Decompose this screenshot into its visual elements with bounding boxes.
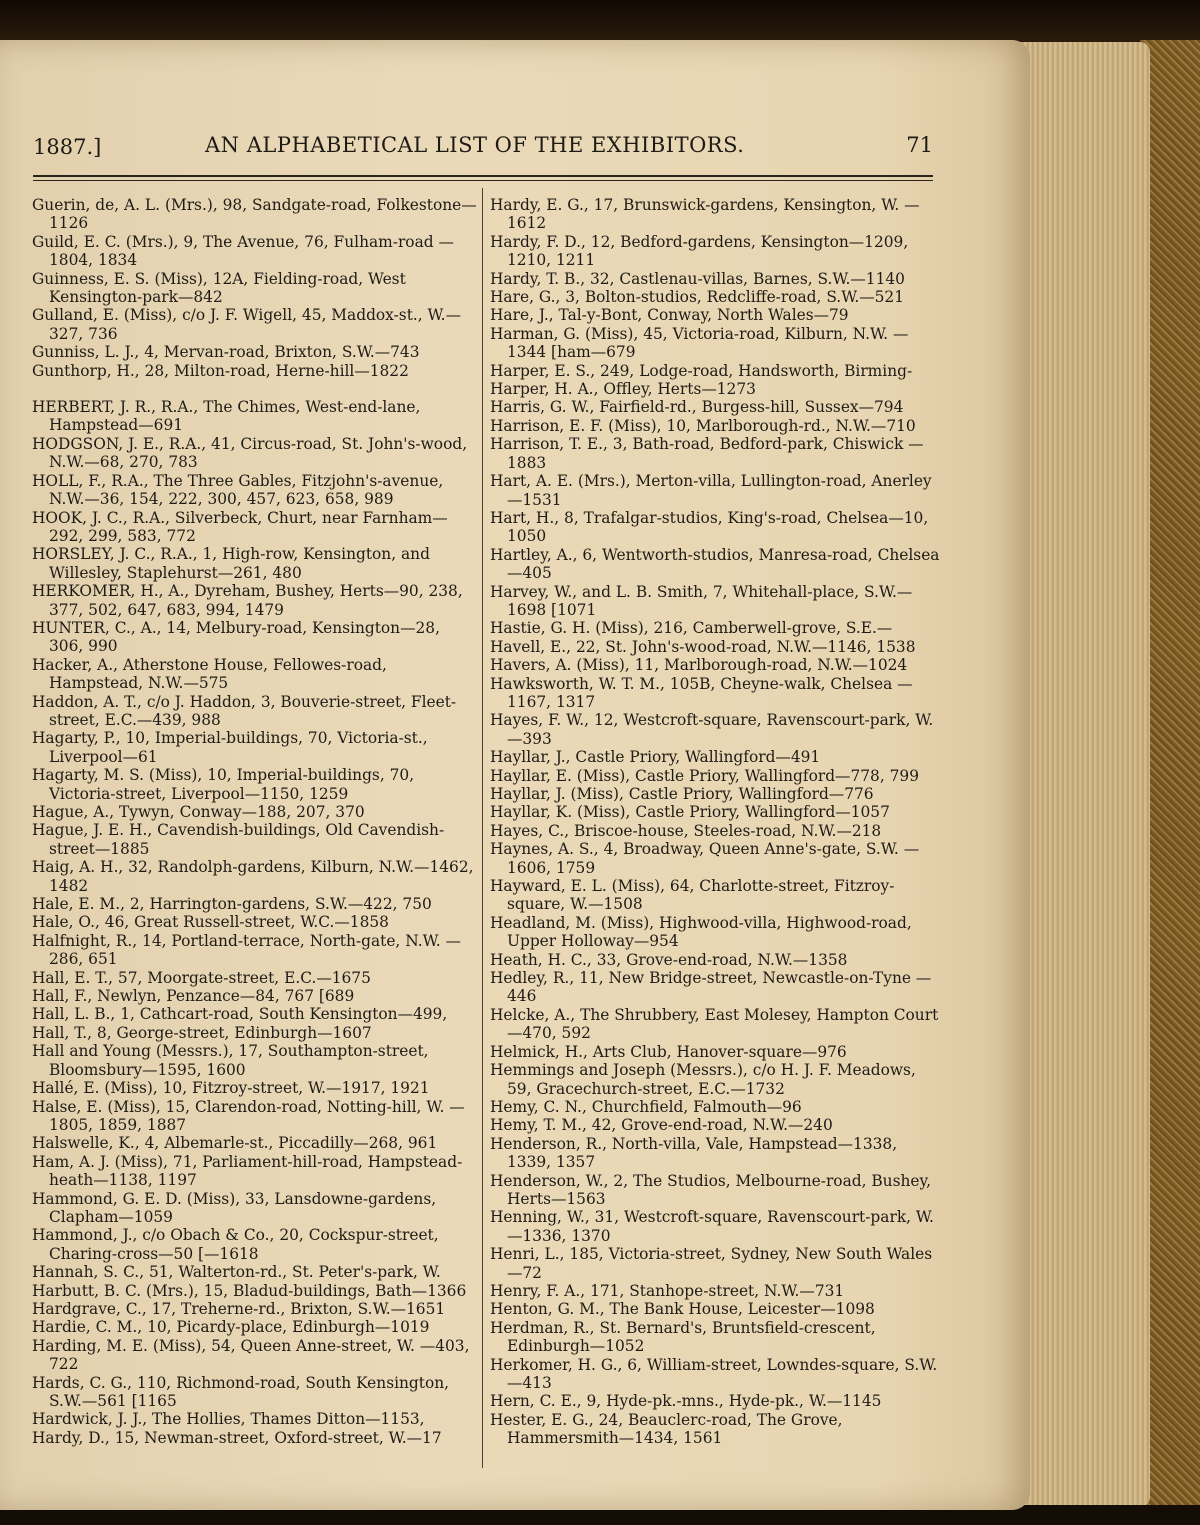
- exhibitor-entry: Hall, E. T., 57, Moorgate-street, E.C.—1675: [32, 968, 371, 987]
- exhibitor-entry: Hannah, S. C., 51, Walterton-rd., St. Peter's-park, W.: [32, 1263, 441, 1282]
- exhibitor-entry: Hammond, J., c/o Obach & Co., 20, Cockspur-street, Charing-cross—50 [—1618: [32, 1226, 439, 1263]
- exhibitor-entry: Halfnight, R., 14, Portland-terrace, North-gate, N.W. —286, 651: [32, 931, 461, 969]
- exhibitor-entry: Hare, G., 3, Bolton-studios, Redcliffe-road, S.W.—521: [490, 288, 904, 307]
- exhibitor-entry: Harper, H. A., Offley, Herts—1273: [490, 380, 756, 399]
- exhibitor-entry: Hacker, A., Atherstone House, Fellowes-road, Hampstead, N.W.—575: [32, 655, 387, 693]
- exhibitor-entry: HERBERT, J. R., R.A., The Chimes, West-end-lane, Hampstead—691: [32, 398, 421, 435]
- exhibitor-entry: Hallé, E. (Miss), 10, Fitzroy-street, W.—1917, 1921: [32, 1079, 430, 1098]
- exhibitor-entry: Harvey, W., and L. B. Smith, 7, Whitehall-place, S.W.—1698 [1071: [490, 582, 913, 619]
- exhibitor-entry: Harris, G. W., Fairfield-rd., Burgess-hill, Sussex—794: [490, 398, 904, 417]
- exhibitor-entry: Harrison, T. E., 3, Bath-road, Bedford-park, Chiswick —1883: [490, 435, 924, 472]
- exhibitor-entry: Hayes, F. W., 12, Westcroft-square, Ravenscourt-park, W.—393: [490, 711, 934, 748]
- exhibitor-entry: Hale, E. M., 2, Harrington-gardens, S.W.—422, 750: [32, 895, 432, 914]
- column-divider: [482, 188, 483, 1468]
- exhibitor-entry: Haddon, A. T., c/o J. Haddon, 3, Bouverie-street, Fleet-street, E.C.—439, 988: [32, 692, 457, 729]
- exhibitor-entry: Hayllar, J. (Miss), Castle Priory, Wallingford—776: [490, 785, 874, 803]
- exhibitor-entry: Headland, M. (Miss), Highwood-villa, Highwood-road, Upper Holloway—954: [490, 913, 912, 951]
- exhibitor-entry: Hastie, G. H. (Miss), 216, Camberwell-grove, S.E.—: [490, 619, 893, 638]
- page-edges: [1020, 42, 1150, 1507]
- exhibitor-entry: Hale, O., 46, Great Russell-street, W.C.—1858: [32, 913, 389, 932]
- exhibitor-entry: Guerin, de, A. L. (Mrs.), 98, Sandgate-road, Folkestone—1126: [32, 196, 477, 233]
- exhibitor-entry: Hardie, C. M., 10, Picardy-place, Edinburgh—1019: [32, 1318, 430, 1337]
- exhibitor-entry: Hards, C. G., 110, Richmond-road, South Kensington, S.W.—561 [1165: [32, 1373, 450, 1410]
- exhibitor-entry: Herdman, R., St. Bernard's, Bruntsfield-crescent, Edinburgh—1052: [490, 1318, 876, 1356]
- page-number: 71: [906, 133, 933, 157]
- exhibitor-entry: Hardgrave, C., 17, Treherne-rd., Brixton, S.W.—1651: [32, 1299, 446, 1318]
- exhibitor-entry: Henri, L., 185, Victoria-street, Sydney, New South Wales—72: [490, 1245, 933, 1282]
- exhibitor-entry: HERKOMER, H., A., Dyreham, Bushey, Herts—90, 238, 377, 502, 647, 683, 994, 1479: [32, 582, 463, 619]
- exhibitor-entry: Hardy, F. D., 12, Bedford-gardens, Kensington—1209, 1210, 1211: [490, 232, 909, 270]
- left-column: [32, 196, 477, 1447]
- exhibitor-entry: Henning, W., 31, Westcroft-square, Ravenscourt-park, W.—1336, 1370: [490, 1208, 934, 1245]
- exhibitor-entry: Hammond, G. E. D. (Miss), 33, Lansdowne-gardens, Clapham—1059: [32, 1189, 437, 1226]
- exhibitor-entry: Hawksworth, W. T. M., 105B, Cheyne-walk, Chelsea —1167, 1317: [490, 674, 913, 711]
- exhibitor-entry: Haynes, A. S., 4, Broadway, Queen Anne's-gate, S.W. —1606, 1759: [490, 840, 920, 877]
- exhibitor-entry: Hall, F., Newlyn, Penzance—84, 767 [689: [32, 987, 355, 1006]
- exhibitor-entry: Helcke, A., The Shrubbery, East Molesey, Hampton Court—470, 592: [490, 1005, 939, 1043]
- exhibitor-entry: Hemy, C. N., Churchfield, Falmouth—96: [490, 1097, 802, 1116]
- exhibitor-entry: Harper, E. S., 249, Lodge-road, Handsworth, Birming-: [490, 361, 913, 380]
- exhibitor-entry: Hedley, R., 11, New Bridge-street, Newcastle-on-Tyne —446: [490, 969, 932, 1006]
- exhibitor-entry: Guild, E. C. (Mrs.), 9, The Avenue, 76, Fulham-road —1804, 1834: [32, 232, 454, 270]
- exhibitor-entry: Herkomer, H. G., 6, William-street, Lowndes-square, S.W.—413: [490, 1355, 938, 1392]
- exhibitor-entry: Havell, E., 22, St. John's-wood-road, N.W.—1146, 1538: [490, 637, 916, 656]
- exhibitor-entry: Havers, A. (Miss), 11, Marlborough-road, N.W.—1024: [490, 656, 908, 675]
- exhibitor-entry: Hall, L. B., 1, Cathcart-road, South Kensington—499,: [32, 1005, 448, 1024]
- exhibitor-entry: Hayllar, J., Castle Priory, Wallingford—491: [490, 748, 821, 767]
- exhibitor-entry: Hayes, C., Briscoe-house, Steeles-road, N.W.—218: [490, 821, 882, 840]
- exhibitor-entry: Hagarty, P., 10, Imperial-buildings, 70, Victoria-st., Liverpool—61: [32, 729, 428, 766]
- exhibitor-entry: Hester, E. G., 24, Beauclerc-road, The Grove, Hammersmith—1434, 1561: [490, 1410, 843, 1448]
- exhibitor-entry: Harbutt, B. C. (Mrs.), 15, Bladud-buildings, Bath—1366: [32, 1281, 467, 1300]
- exhibitor-entry: Hayllar, K. (Miss), Castle Priory, Wallingford—1057: [490, 803, 890, 822]
- exhibitor-entry: Hardy, T. B., 32, Castlenau-villas, Barnes, S.W.—1140: [490, 269, 905, 288]
- exhibitor-entry: Hartley, A., 6, Wentworth-studios, Manresa-road, Chelsea—405: [490, 545, 940, 583]
- exhibitor-entry: Hemmings and Joseph (Messrs.), c/o H. J. F. Meadows, 59, Gracechurch-street, E.C.—1732: [490, 1061, 916, 1098]
- page-header: [33, 130, 933, 170]
- header-title: AN ALPHABETICAL LIST OF THE EXHIBITORS.: [205, 133, 745, 157]
- exhibitor-entry: HUNTER, C., A., 14, Melbury-road, Kensington—28, 306, 990: [32, 618, 440, 656]
- exhibitor-entry: Hayllar, E. (Miss), Castle Priory, Wallingford—778, 799: [490, 766, 919, 785]
- exhibitor-entry: Hart, H., 8, Trafalgar-studios, King's-road, Chelsea—10, 1050: [490, 508, 929, 546]
- exhibitor-entry: HOOK, J. C., R.A., Silverbeck, Churt, near Farnham—292, 299, 583, 772: [32, 508, 448, 545]
- header-rule: [33, 175, 933, 177]
- exhibitor-entry: Hagarty, M. S. (Miss), 10, Imperial-buildings, 70, Victoria-street, Liverpool—1150, 1259: [32, 766, 415, 803]
- exhibitor-entry: Hare, J., Tal-y-Bont, Conway, North Wales—79: [490, 306, 849, 325]
- exhibitor-entry: Heath, H. C., 33, Grove-end-road, N.W.—1358: [490, 950, 848, 969]
- exhibitor-entry: Hart, A. E. (Mrs.), Merton-villa, Lullington-road, Anerley—1531: [490, 472, 932, 509]
- exhibitor-entry: Henton, G. M., The Bank House, Leicester—1098: [490, 1300, 875, 1319]
- exhibitor-entry: Hardwick, J. J., The Hollies, Thames Ditton—1153,: [32, 1410, 425, 1429]
- exhibitor-entry: Hall, T., 8, George-street, Edinburgh—1607: [32, 1023, 372, 1042]
- exhibitor-entry: HOLL, F., R.A., The Three Gables, Fitzjohn's-avenue, N.W.—36, 154, 222, 300, 457, 623, 658, 989: [32, 471, 444, 509]
- exhibitor-entry: Hague, J. E. H., Cavendish-buildings, Old Cavendish-street—1885: [32, 821, 445, 858]
- header-rule-thin: [33, 180, 933, 181]
- exhibitor-entry: Ham, A. J. (Miss), 71, Parliament-hill-road, Hampstead-heath—1138, 1197: [32, 1152, 463, 1190]
- exhibitor-entry: Hemy, T. M., 42, Grove-end-road, N.W.—240: [490, 1116, 833, 1135]
- exhibitor-entry: Hayward, E. L. (Miss), 64, Charlotte-street, Fitzroy-square, W.—1508: [490, 877, 895, 914]
- exhibitor-entry: Henry, F. A., 171, Stanhope-street, N.W.—731: [490, 1281, 845, 1300]
- exhibitor-entry: Halse, E. (Miss), 15, Clarendon-road, Notting-hill, W. —1805, 1859, 1887: [32, 1097, 465, 1134]
- exhibitor-entry: Henderson, W., 2, The Studios, Melbourne-road, Bushey, Herts—1563: [490, 1171, 932, 1208]
- exhibitor-entry: Hague, A., Tywyn, Conway—188, 207, 370: [32, 803, 365, 821]
- exhibitor-entry: Hardy, E. G., 17, Brunswick-gardens, Kensington, W. —1612: [490, 196, 920, 233]
- exhibitor-entry: Hardy, D., 15, Newman-street, Oxford-street, W.—17: [32, 1428, 442, 1447]
- exhibitor-entry: Gunthorp, H., 28, Milton-road, Herne-hill—1822: [32, 361, 409, 380]
- exhibitor-entry: HORSLEY, J. C., R.A., 1, High-row, Kensington, and Willesley, Staplehurst—261, 480: [32, 545, 430, 582]
- exhibitor-entry: Halswelle, K., 4, Albemarle-st., Piccadilly—268, 961: [32, 1134, 438, 1153]
- exhibitor-entry: Guinness, E. S. (Miss), 12A, Fielding-road, West Kensington-park—842: [32, 269, 406, 307]
- exhibitor-entry: HODGSON, J. E., R.A., 41, Circus-road, St. John's-wood, N.W.—68, 270, 783: [32, 434, 468, 472]
- exhibitor-entry: Gunniss, L. J., 4, Mervan-road, Brixton, S.W.—743: [32, 343, 420, 362]
- header-year: 1887.]: [33, 135, 102, 159]
- exhibitor-entry: Harman, G. (Miss), 45, Victoria-road, Kilburn, N.W. —1344 [ham—679: [490, 324, 909, 362]
- exhibitor-entry: Hall and Young (Messrs.), 17, Southampton-street, Bloomsbury—1595, 1600: [32, 1042, 429, 1079]
- right-column: [490, 196, 940, 1448]
- exhibitor-entry: Harrison, E. F. (Miss), 10, Marlborough-rd., N.W.—710: [490, 416, 916, 435]
- exhibitor-entry: Gulland, E. (Miss), c/o J. F. Wigell, 45, Maddox-st., W.—327, 736: [32, 306, 461, 343]
- exhibitor-entry: Harding, M. E. (Miss), 54, Queen Anne-street, W. —403, 722: [32, 1336, 470, 1374]
- exhibitor-entry: Helmick, H., Arts Club, Hanover-square—976: [490, 1042, 847, 1061]
- exhibitor-entry: Haig, A. H., 32, Randolph-gardens, Kilburn, N.W.—1462, 1482: [32, 858, 474, 895]
- exhibitor-entry: Hern, C. E., 9, Hyde-pk.-mns., Hyde-pk., W.—1145: [490, 1392, 882, 1411]
- exhibitor-entry: Henderson, R., North-villa, Vale, Hampstead—1338, 1339, 1357: [490, 1134, 898, 1172]
